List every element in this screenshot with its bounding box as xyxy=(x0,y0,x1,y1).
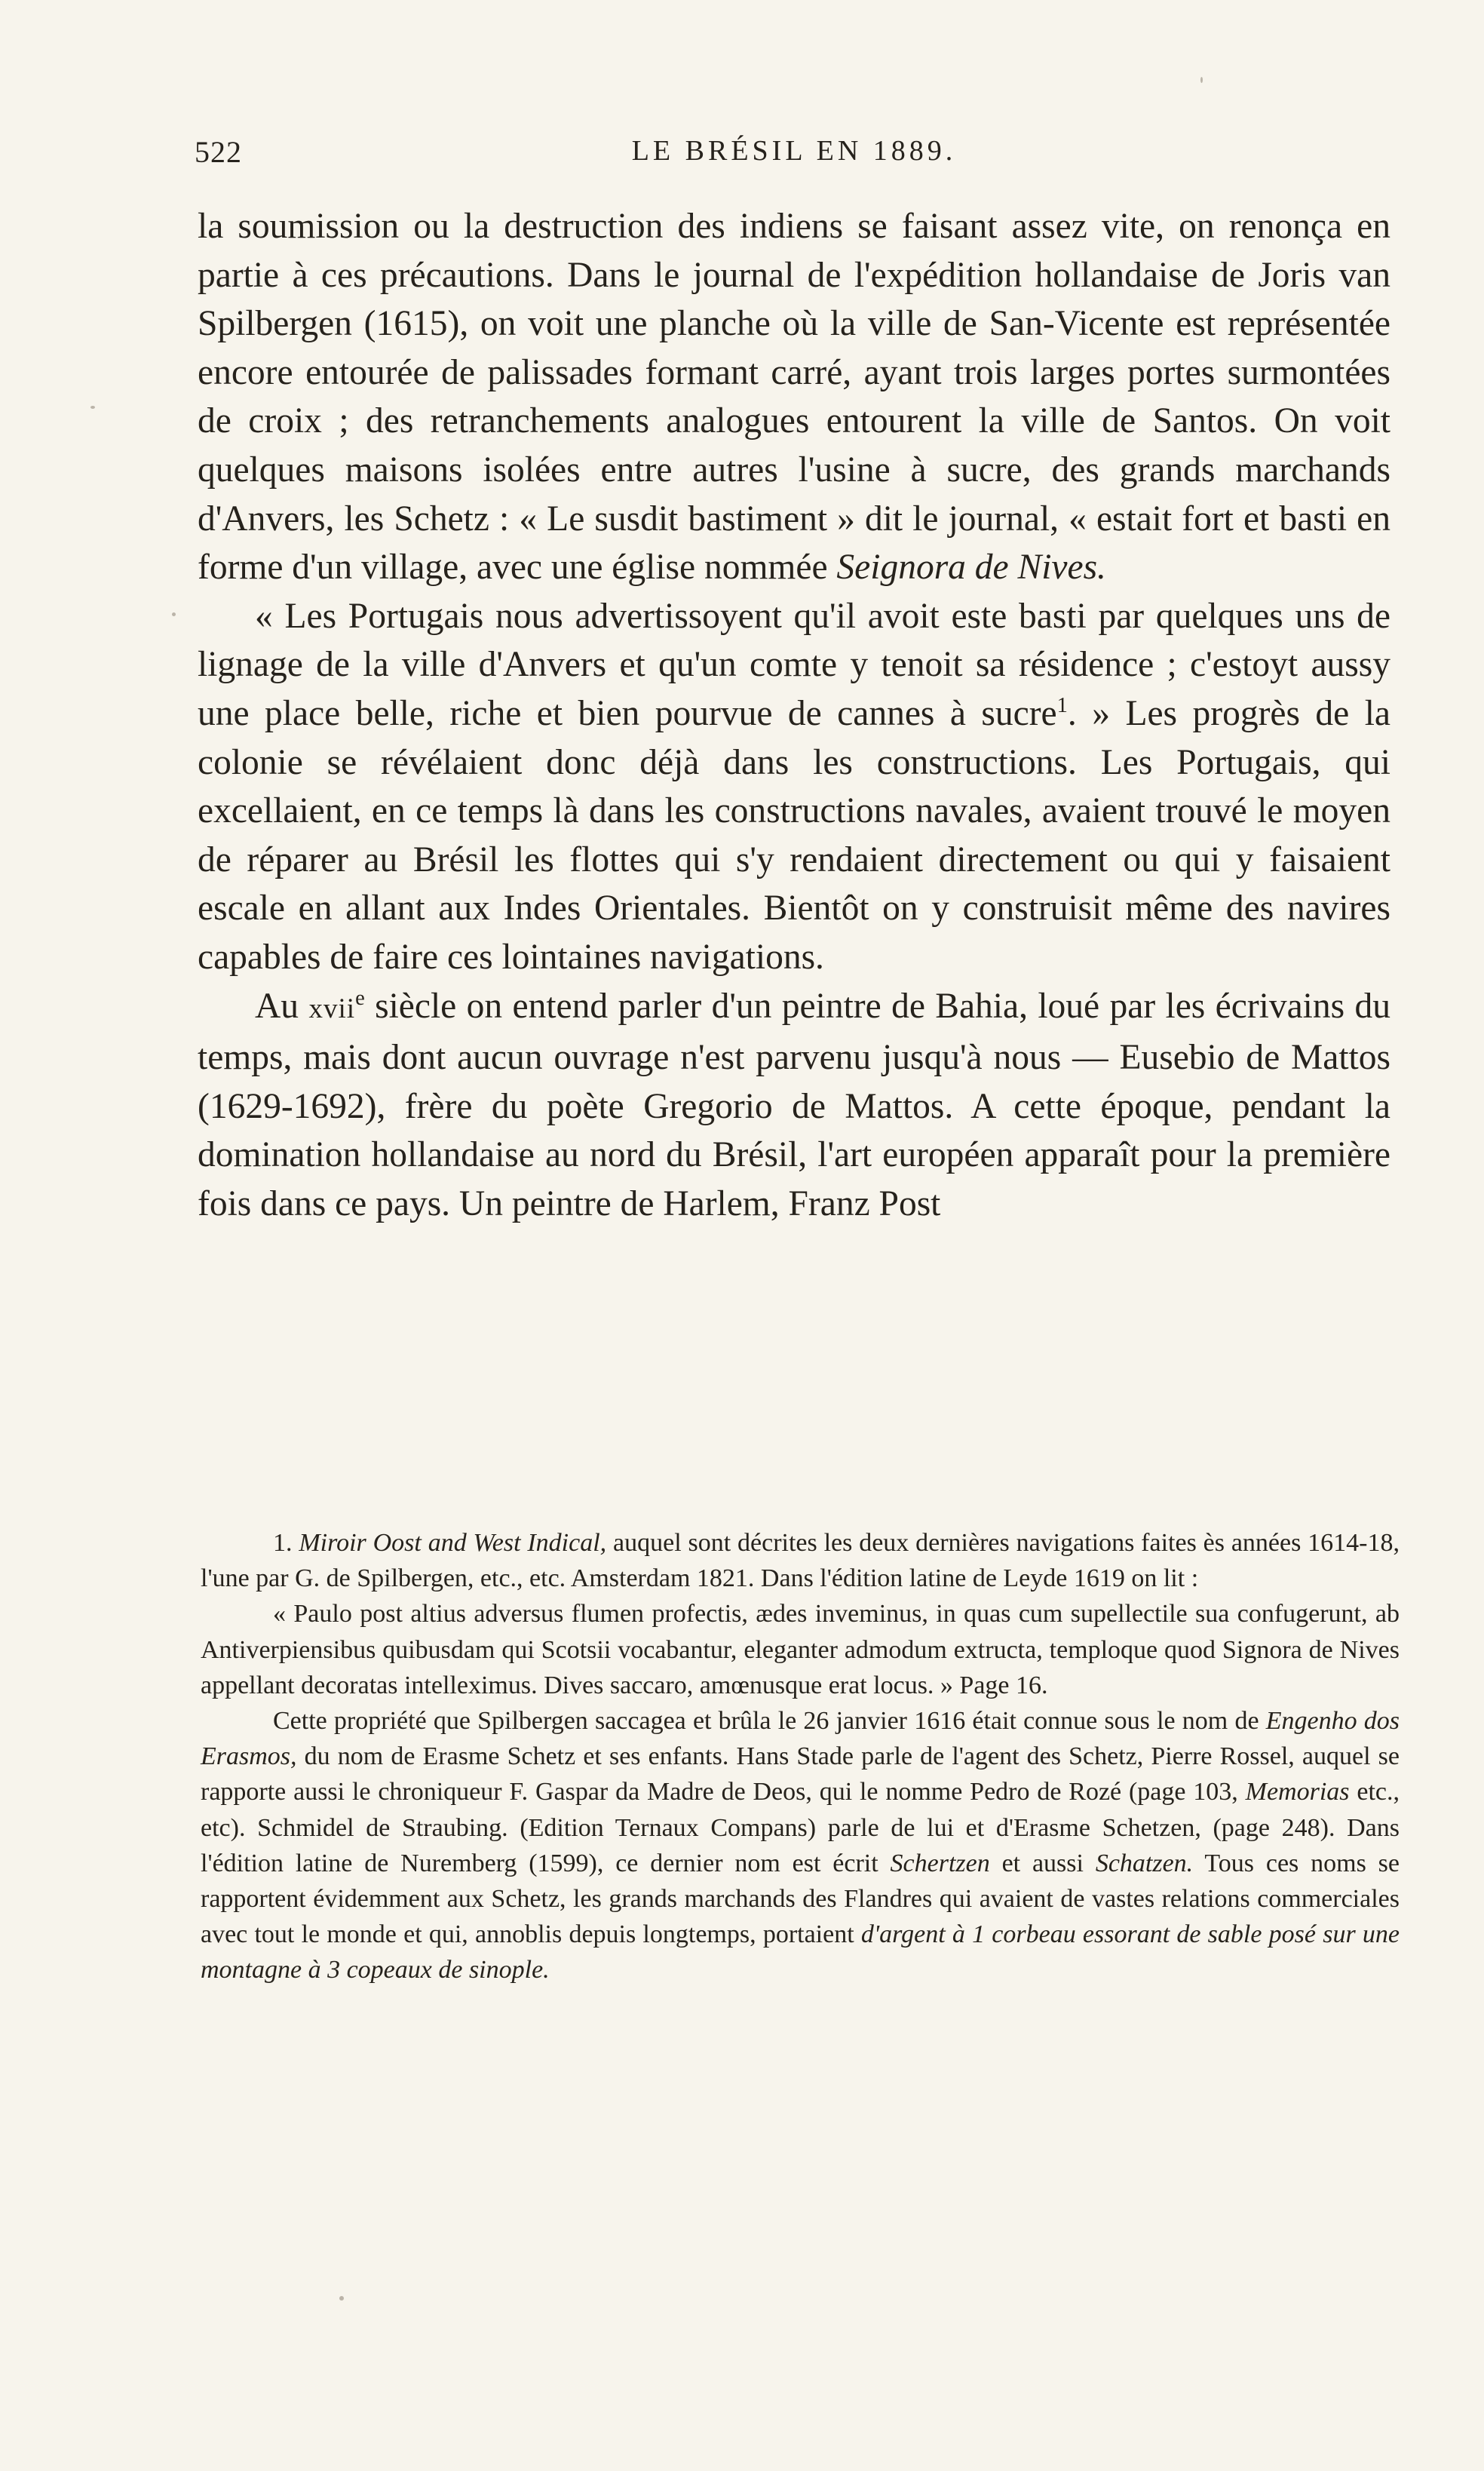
century-suffix: e xyxy=(355,986,365,1010)
paragraph-3-text-a: Au xyxy=(255,986,309,1026)
running-title: LE BRÉSIL EN 1889. xyxy=(631,135,957,167)
footnote-1-title: Miroir Oost and West Indical, xyxy=(299,1529,607,1557)
paragraph-1-text: la soumission ou la destruction des indiens se faisant assez vite, on renonça en partie à ces précautions. Dans le journal de l'expédition hollandaise de Joris van Spilbergen (1615), on voit une planche où la ville de San-Vicente est représentée encore entourée de palissades formant carré, ayant trois larges portes surmontées de croix ; des retranchements analogues entourent la ville de Santos. On voit quelques maisons isolées entre autres l'usine à sucre, des grands marchands d'Anvers, les Schetz : « Le susdit bastiment » dit le journal, « estait fort et basti en forme d'un village, avec une église nommée xyxy=(198,207,1390,588)
footnote-1 xyxy=(201,1525,1400,1596)
footnote-2 xyxy=(201,1703,1400,1988)
footnote-latin-quote: « Paulo post altius adversus flumen profectis, ædes inveminus, in quas cum supellectile sua confugerunt, ab Antiverpiensibus quibusdam qui Scotsii vocabantur, eleganter admodum extructa, temploque quod Signora de Nives appellant decoratas intelleximus. Dives saccaro, amœnusque erat locus. » Page 16. xyxy=(201,1600,1400,1699)
paragraph-3 xyxy=(198,982,1390,1229)
footnote-2-italic-3: Schertzen xyxy=(890,1849,990,1877)
paragraph-2-text-b: . » Les progrès de la colonie se révélaient donc déjà dans les constructions. Les Portugais, qui excellaient, en ce temps là dans les constructions navales, avaient trouvé le moyen de réparer au Brésil les flottes qui s'y rendaient directement ou qui y faisaient escale en allant aux Indes Orientales. Bientôt on y construisit même des navires capables de faire ces lointaines navigations. xyxy=(198,693,1390,977)
footnote-2-text-d: et aussi xyxy=(989,1849,1096,1877)
paper-speck xyxy=(339,2296,344,2301)
paragraph-1 xyxy=(198,202,1390,592)
paragraph-2-text-a: « Les Portugais nous advertissoyent qu'il avoit este basti par quelques uns de lignage de la ville d'Anvers et qu'un comte y tenoit sa résidence ; c'estoyt aussy une place belle, riche et bien pourvue de cannes à sucre xyxy=(198,596,1390,733)
page-number: 522 xyxy=(195,135,242,169)
paragraph-3-text-b: siècle on entend parler d'un peintre de Bahia, loué par les écrivains du temps, mais dont aucun ouvrage n'est parvenu jusqu'à nous — Eusebio de Mattos (1629-1692), frère du poète Gregorio de Mattos. A cette époque, pendant la domination hollandaise au nord du Brésil, l'art européen apparaît pour la première fois dans ce pays. Un peintre de Harlem, Franz Post xyxy=(198,986,1390,1223)
footnote-2-text-e: Tous ces noms se rapportent évidemment aux Schetz, les grands marchands des Flandres qui avaient de vastes relations commerciales avec tout le monde et qui, annoblis depuis longtemps, portaient xyxy=(201,1849,1400,1949)
main-text xyxy=(198,202,1390,1228)
footnote-2-text-c: etc., etc). Schmidel de Straubing. (Edition Ternaux Compans) parle de lui et d'Erasme Schetzen, (page 248). Dans l'édition latine de Nuremberg (1599), ce dernier nom est écrit xyxy=(201,1778,1400,1877)
footnote-2-italic-4: Schatzen. xyxy=(1095,1849,1194,1877)
footnote-2-italic-1: Engenho dos Erasmos, xyxy=(201,1707,1400,1771)
footnote-2-text-a: Cette propriété que Spilbergen saccagea et brûla le 26 janvier 1616 était connue sous le nom de xyxy=(273,1707,1266,1736)
century-numeral: xvii xyxy=(308,993,356,1024)
paragraph-2 xyxy=(198,592,1390,982)
paper-speck xyxy=(90,406,95,409)
church-name: Seignora de Nives. xyxy=(836,548,1106,588)
footnotes xyxy=(201,1525,1400,1988)
footnote-2-heraldry: d'argent à 1 corbeau essorant de sable posé sur une montagne à 3 copeaux de sinople. xyxy=(201,1920,1400,1984)
footnote-2-text-b: du nom de Erasme Schetz et ses enfants. Hans Stade parle de l'agent des Schetz, Pierre Rossel, auquel se rapporte aussi le chroniqueur F. Gaspar da Madre de Deos, qui le nomme Pedro de Rozé (page 103, xyxy=(201,1742,1400,1806)
footnote-1-text: auquel sont décrites les deux dernières navigations faites ès années 1614-18, l'une par G. de Spilbergen, etc., etc. Amsterdam 1821. Dans l'édition latine de Leyde 1619 on lit : xyxy=(201,1529,1400,1593)
footnote-reference[interactable]: 1 xyxy=(1056,694,1068,718)
footnote-number: 1. xyxy=(273,1529,299,1557)
page-header xyxy=(195,134,1394,180)
footnote-2-italic-2: Memorias xyxy=(1245,1778,1350,1806)
paper-speck xyxy=(172,612,176,616)
paper-speck xyxy=(1200,77,1203,83)
